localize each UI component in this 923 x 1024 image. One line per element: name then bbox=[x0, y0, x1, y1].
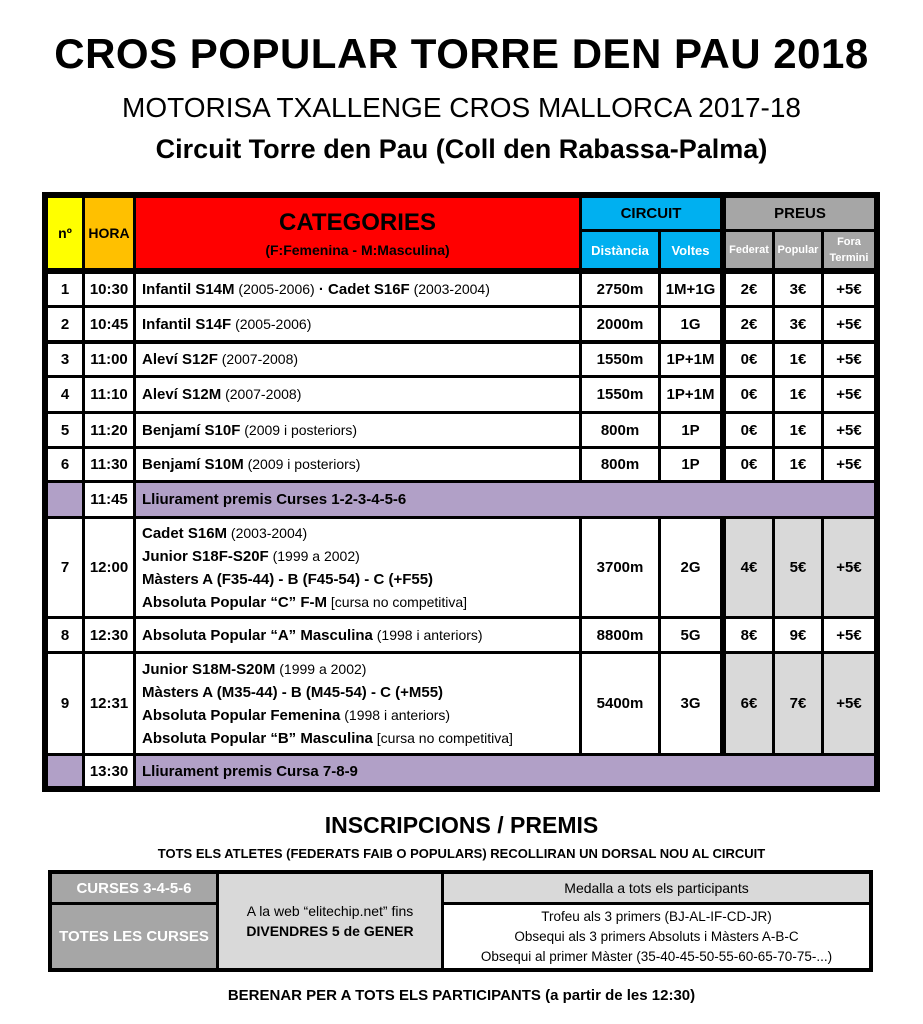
row-number-cell: 2 bbox=[48, 308, 82, 340]
row-number-cell bbox=[48, 756, 82, 786]
schedule-table bbox=[42, 192, 880, 792]
col-header-federat: Federat bbox=[726, 232, 772, 268]
col-header-voltes: Voltes bbox=[661, 232, 720, 268]
col-header-preus: PREUS bbox=[726, 198, 874, 229]
laps-cell: 1M+1G bbox=[661, 274, 720, 305]
curses-3-6-cell: CURSES 3-4-5-6 bbox=[52, 874, 216, 902]
category-cell bbox=[136, 378, 579, 411]
prize-line: Obsequi al primer Màster (35-40-45-50-55-60-65-70-75-...) bbox=[480, 948, 833, 964]
row-number-cell: 9 bbox=[48, 654, 82, 753]
category-name: Benjamí S10F bbox=[142, 421, 241, 439]
price-federat-cell: 2€ bbox=[726, 274, 772, 305]
row-number-cell: 1 bbox=[48, 274, 82, 305]
col-header-fora-termini bbox=[824, 232, 874, 268]
category-name: Absoluta Popular “B” Masculina bbox=[142, 729, 373, 747]
category-name: Infantil S14F bbox=[142, 315, 232, 333]
category-line bbox=[142, 568, 433, 591]
footer-note: BERENAR PER A TOTS ELS PARTICIPANTS (a partir de les 12:30) bbox=[227, 987, 696, 1004]
category-name: Màsters A (F35-44) - B (F45-54) - C (+F55) bbox=[142, 570, 434, 588]
category-name: · Cadet S16F bbox=[314, 281, 410, 298]
distance-cell: 800m bbox=[582, 449, 658, 480]
distance-cell: 3700m bbox=[582, 519, 658, 616]
price-popular-cell: 1€ bbox=[775, 344, 821, 375]
price-late-cell: +5€ bbox=[824, 308, 874, 340]
category-years: [cursa no competitiva] bbox=[327, 593, 468, 610]
page-subtitle: MOTORISA TXALLENGE CROS MALLORCA 2017-18 bbox=[122, 92, 801, 123]
category-years: (1998 i anteriors) bbox=[340, 706, 451, 723]
category-line bbox=[142, 624, 483, 647]
category-name: Junior S18M-S20M bbox=[142, 660, 276, 678]
time-cell: 10:30 bbox=[85, 274, 133, 305]
page-title: CROS POPULAR TORRE DEN PAU 2018 bbox=[54, 30, 869, 77]
price-popular-cell: 1€ bbox=[775, 378, 821, 411]
category-name: Junior S18F-S20F bbox=[142, 547, 269, 565]
time-cell: 11:00 bbox=[85, 344, 133, 375]
col-header-categories bbox=[136, 198, 579, 268]
time-cell: 11:30 bbox=[85, 449, 133, 480]
price-late-cell: +5€ bbox=[824, 449, 874, 480]
distance-cell: 8800m bbox=[582, 619, 658, 651]
price-popular-cell: 1€ bbox=[775, 449, 821, 480]
category-name: Benjamí S10M bbox=[142, 456, 244, 473]
price-popular-cell: 7€ bbox=[775, 654, 821, 753]
circuit-location: Circuit Torre den Pau (Coll den Rabassa-Palma) bbox=[155, 134, 768, 164]
time-cell: 11:10 bbox=[85, 378, 133, 411]
laps-cell: 1P bbox=[661, 414, 720, 446]
category-cell bbox=[136, 414, 579, 446]
col-header-number: nº bbox=[48, 198, 82, 268]
price-federat-cell: 0€ bbox=[726, 344, 772, 375]
award-ceremony-cell: Lliurament premis Cursa 7-8-9 bbox=[136, 756, 874, 786]
distance-cell: 1550m bbox=[582, 344, 658, 375]
row-number-cell bbox=[48, 483, 82, 516]
price-late-cell: +5€ bbox=[824, 378, 874, 411]
category-line bbox=[142, 522, 307, 545]
laps-cell: 1P+1M bbox=[661, 344, 720, 375]
category-years: (1999 a 2002) bbox=[268, 547, 360, 564]
price-late-cell: +5€ bbox=[824, 654, 874, 753]
row-number-cell: 4 bbox=[48, 378, 82, 411]
price-late-cell: +5€ bbox=[824, 274, 874, 305]
category-years: (2009 i posteriors) bbox=[240, 421, 358, 438]
category-line bbox=[142, 419, 357, 442]
category-years: (2003-2004) bbox=[409, 281, 490, 297]
category-line bbox=[142, 545, 360, 568]
category-line bbox=[142, 727, 513, 750]
price-late-cell: +5€ bbox=[824, 519, 874, 616]
distance-cell: 1550m bbox=[582, 378, 658, 411]
category-years: (2005-2006) bbox=[234, 281, 315, 297]
category-cell bbox=[136, 449, 579, 480]
inscriptions-title: INSCRIPCIONS / PREMIS bbox=[324, 812, 599, 838]
category-name: Màsters A (M35-44) - B (M45-54) - C (+M55) bbox=[142, 683, 444, 701]
price-federat-cell: 8€ bbox=[726, 619, 772, 651]
laps-cell: 3G bbox=[661, 654, 720, 753]
time-cell: 11:20 bbox=[85, 414, 133, 446]
category-name: Cadet S16M bbox=[142, 524, 228, 542]
fora-label: Fora bbox=[837, 236, 861, 248]
category-cell bbox=[136, 274, 579, 305]
category-line bbox=[142, 278, 490, 301]
category-years: (1999 a 2002) bbox=[275, 660, 367, 677]
category-name: Aleví S12F bbox=[142, 351, 218, 368]
row-number-cell: 5 bbox=[48, 414, 82, 446]
col-header-distancia: Distància bbox=[582, 232, 658, 268]
distance-cell: 800m bbox=[582, 414, 658, 446]
category-line bbox=[142, 681, 443, 704]
category-line bbox=[142, 383, 301, 406]
laps-cell: 5G bbox=[661, 619, 720, 651]
inscriptions-subtitle: TOTS ELS ATLETES (FEDERATS FAIB O POPULARS) RECOLLIRAN UN DORSAL NOU AL CIRCUIT bbox=[157, 846, 766, 861]
distance-cell: 2750m bbox=[582, 274, 658, 305]
time-cell: 11:45 bbox=[85, 483, 133, 516]
totes-curses-cell: TOTES LES CURSES bbox=[52, 905, 216, 968]
price-federat-cell: 2€ bbox=[726, 308, 772, 340]
price-late-cell: +5€ bbox=[824, 344, 874, 375]
category-name: Absoluta Popular “C” F-M bbox=[142, 593, 327, 611]
category-line bbox=[142, 658, 366, 681]
registration-web-cell bbox=[219, 874, 441, 968]
category-years: (2007-2008) bbox=[221, 386, 302, 402]
price-federat-cell: 0€ bbox=[726, 378, 772, 411]
price-popular-cell: 5€ bbox=[775, 519, 821, 616]
row-number-cell: 6 bbox=[48, 449, 82, 480]
row-number-cell: 7 bbox=[48, 519, 82, 616]
price-popular-cell: 9€ bbox=[775, 619, 821, 651]
category-line bbox=[142, 591, 467, 614]
price-popular-cell: 3€ bbox=[775, 274, 821, 305]
category-name: Absoluta Popular Femenina bbox=[142, 706, 341, 724]
termini-label: Termini bbox=[829, 252, 869, 264]
registration-web-text: A la web “elitechip.net” fins bbox=[246, 903, 414, 919]
time-cell: 12:31 bbox=[85, 654, 133, 753]
laps-cell: 1P bbox=[661, 449, 720, 480]
categories-label: CATEGORIES bbox=[279, 208, 436, 236]
col-header-popular: Popular bbox=[775, 232, 821, 268]
category-cell bbox=[136, 519, 579, 616]
col-header-hora: HORA bbox=[85, 198, 133, 268]
price-late-cell: +5€ bbox=[824, 414, 874, 446]
price-popular-cell: 1€ bbox=[775, 414, 821, 446]
price-federat-cell: 0€ bbox=[726, 449, 772, 480]
medal-cell: Medalla a tots els participants bbox=[444, 874, 869, 902]
category-name: Absoluta Popular “A” Masculina bbox=[142, 626, 373, 644]
category-cell bbox=[136, 308, 579, 340]
category-name: Infantil S14M bbox=[142, 281, 235, 298]
prize-line: Trofeu als 3 primers (BJ-AL-IF-CD-JR) bbox=[541, 908, 772, 924]
price-popular-cell: 3€ bbox=[775, 308, 821, 340]
laps-cell: 1P+1M bbox=[661, 378, 720, 411]
price-federat-cell: 6€ bbox=[726, 654, 772, 753]
category-cell bbox=[136, 619, 579, 651]
category-name: Aleví S12M bbox=[142, 386, 222, 403]
category-line bbox=[142, 313, 311, 336]
categories-legend: (F:Femenina - M:Masculina) bbox=[265, 241, 450, 258]
distance-cell: 5400m bbox=[582, 654, 658, 753]
laps-cell: 2G bbox=[661, 519, 720, 616]
time-cell: 12:30 bbox=[85, 619, 133, 651]
category-years: (1998 i anteriors) bbox=[372, 626, 483, 643]
row-number-cell: 3 bbox=[48, 344, 82, 375]
laps-cell: 1G bbox=[661, 308, 720, 340]
price-federat-cell: 4€ bbox=[726, 519, 772, 616]
inscriptions-table bbox=[48, 870, 873, 972]
category-years: (2009 i posteriors) bbox=[243, 456, 361, 472]
category-line bbox=[142, 348, 298, 371]
category-years: [cursa no competitiva] bbox=[372, 729, 513, 746]
time-cell: 12:00 bbox=[85, 519, 133, 616]
time-cell: 10:45 bbox=[85, 308, 133, 340]
category-cell bbox=[136, 344, 579, 375]
row-number-cell: 8 bbox=[48, 619, 82, 651]
category-cell bbox=[136, 654, 579, 753]
category-years: (2007-2008) bbox=[217, 351, 299, 367]
category-line bbox=[142, 704, 450, 727]
price-late-cell: +5€ bbox=[824, 619, 874, 651]
time-cell: 13:30 bbox=[85, 756, 133, 786]
award-ceremony-cell: Lliurament premis Curses 1-2-3-4-5-6 bbox=[136, 483, 874, 516]
prizes-cell bbox=[444, 905, 869, 968]
distance-cell: 2000m bbox=[582, 308, 658, 340]
registration-deadline: DIVENDRES 5 de GENER bbox=[246, 923, 414, 939]
category-years: (2003-2004) bbox=[227, 524, 308, 541]
price-federat-cell: 0€ bbox=[726, 414, 772, 446]
prize-line: Obsequi als 3 primers Absoluts i Màsters A-B-C bbox=[514, 928, 799, 944]
category-years: (2005-2006) bbox=[231, 315, 312, 332]
col-header-circuit: CIRCUIT bbox=[582, 198, 720, 229]
category-line bbox=[142, 453, 360, 476]
